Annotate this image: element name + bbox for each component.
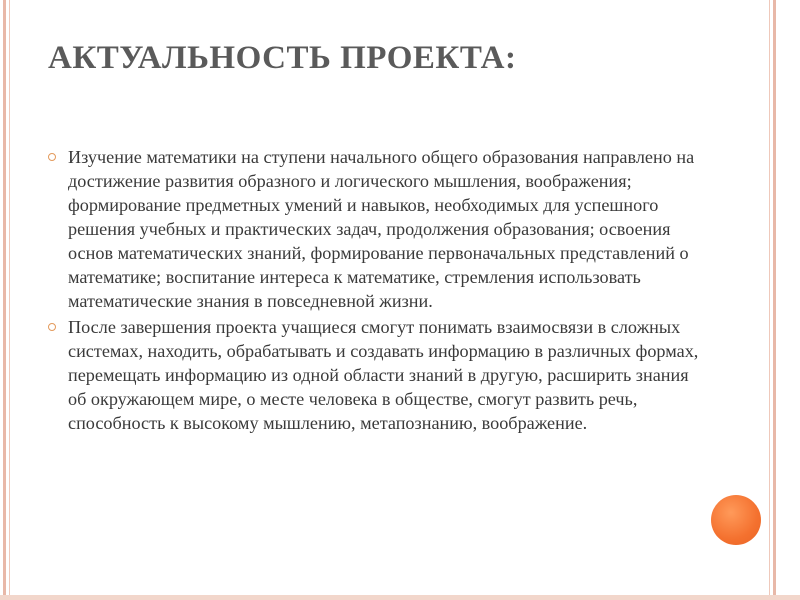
bullet-item xyxy=(48,315,708,435)
bottom-frame-stripe xyxy=(0,595,800,600)
slide-title: АКТУАЛЬНОСТЬ ПРОЕКТА: xyxy=(48,40,517,76)
orange-circle-decoration xyxy=(711,495,761,545)
hollow-circle-bullet-icon xyxy=(48,153,56,161)
right-frame-thin-stripe xyxy=(769,0,770,600)
left-frame-stripe xyxy=(3,0,6,600)
left-frame-thin-stripe xyxy=(9,0,10,600)
bullet-text: Изучение математики на ступени начального общего образования направлено на достижение развития образного и логического мышления, воображения; формирование предметных умений и навыков, необходимых для успешного решения учебных и практических задач, продолжения образования; освоения основ математических знаний, формирование первоначальных представлений о математике; воспитание интереса к математике, стремления использовать математические знания в повседневной жизни. xyxy=(68,147,695,311)
bullet-text: После завершения проекта учащиеся смогут понимать взаимосвязи в сложных системах, находить, обрабатывать и создавать информацию в различных формах, перемещать информацию из одной области знаний в другую, расширить знания об окружающем мире, о месте человека в обществе, смогут развить речь, способность к высокому мышлению, метапознанию, воображение. xyxy=(68,317,699,433)
right-frame-stripe xyxy=(773,0,776,600)
bullet-list xyxy=(48,145,708,437)
hollow-circle-bullet-icon xyxy=(48,323,56,331)
bullet-item xyxy=(48,145,708,313)
